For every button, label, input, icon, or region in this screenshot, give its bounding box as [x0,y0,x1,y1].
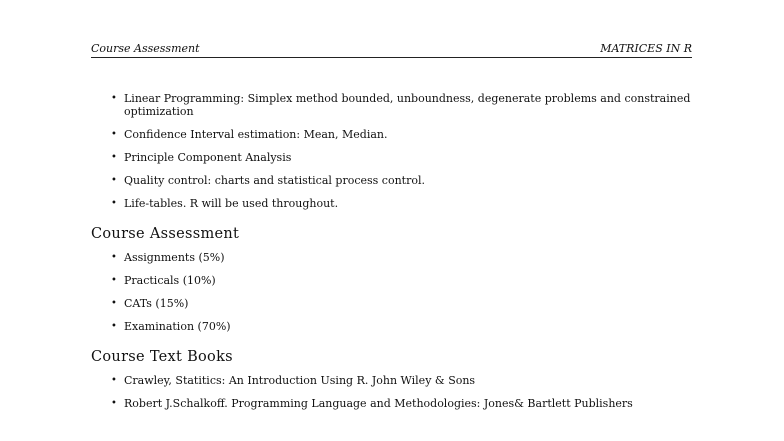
bullet-icon: • [111,321,117,332]
bullet-icon: • [111,375,117,386]
assessment-item: Assignments (5%) [124,251,225,264]
topics-list [91,92,692,210]
list-item [91,151,692,164]
topic-text: Life-tables. R will be used throughout. [124,197,339,210]
list-item [91,197,692,210]
header-left-title: Course Assessment [91,42,200,55]
topic-text: Confidence Interval estimation: Mean, Median. [124,128,388,141]
list-item [91,274,692,287]
textbook-item: Robert J.Schalkoff. Programming Language and Methodologies: Jones& Bartlett Publishers [124,397,633,410]
bullet-icon: • [111,298,117,309]
textbooks-list [91,374,692,410]
topic-text: Linear Programming: Simplex method bounded, unboundness, degenerate problems and constrained optimization [124,92,691,118]
bullet-icon: • [111,152,117,163]
running-header [91,42,692,58]
topic-text: Principle Component Analysis [124,151,292,164]
bullet-icon: • [111,275,117,286]
topic-text: Quality control: charts and statistical process control. [124,174,425,187]
bullet-icon: • [111,129,117,140]
section-title-textbooks: Course Text Books [91,349,233,365]
list-item [91,374,692,387]
assessment-list [91,251,692,333]
bullet-icon: • [111,198,117,209]
list-item [91,92,692,118]
bullet-icon: • [111,398,117,409]
header-right-title: MATRICES IN R [600,42,692,55]
assessment-item: CATs (15%) [124,297,189,310]
textbook-item: Crawley, Statitics: An Introduction Using R. John Wiley & Sons [124,374,476,387]
section-title-assessment: Course Assessment [91,226,240,242]
bullet-icon: • [111,93,117,104]
bullet-icon: • [111,252,117,263]
list-item [91,397,692,410]
bullet-icon: • [111,175,117,186]
list-item [91,251,692,264]
list-item [91,128,692,141]
slide-content [91,92,692,420]
assessment-item: Practicals (10%) [124,274,216,287]
list-item [91,297,692,310]
assessment-item: Examination (70%) [124,320,231,333]
list-item [91,320,692,333]
list-item [91,174,692,187]
